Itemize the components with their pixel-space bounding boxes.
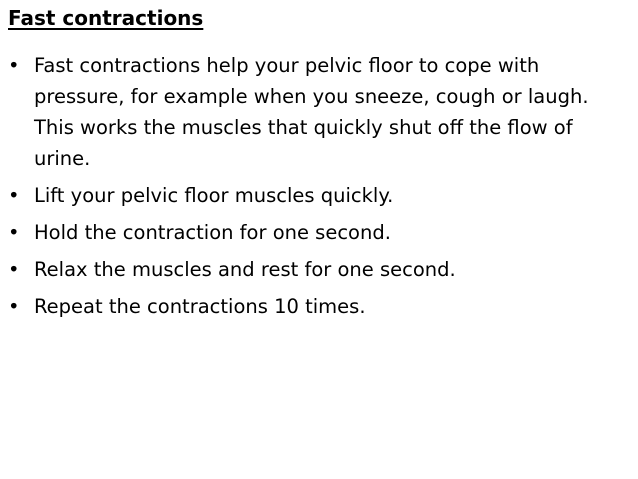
- bullet-text: Hold the contraction for one second.: [34, 221, 391, 244]
- bullet-icon: •: [8, 258, 20, 281]
- bullet-icon: •: [8, 54, 20, 77]
- bullet-item: [8, 254, 628, 285]
- bullet-text: Fast contractions help your pelvic floor to cope with pressure, for example when you sneeze, cough or laugh. This works the muscles that quickly shut off the flow of urine.: [34, 54, 589, 170]
- bullet-text: Repeat the contractions 10 times.: [34, 295, 366, 318]
- slide-title: Fast contractions: [8, 6, 204, 30]
- bullet-icon: •: [8, 221, 20, 244]
- bullet-icon: •: [8, 184, 20, 207]
- bullet-item: [8, 291, 628, 322]
- bullet-text: Relax the muscles and rest for one second.: [34, 258, 456, 281]
- bullet-item: [8, 50, 628, 174]
- bullet-icon: •: [8, 295, 20, 318]
- bullet-item: [8, 217, 628, 248]
- bullet-text: Lift your pelvic floor muscles quickly.: [34, 184, 394, 207]
- bullet-item: [8, 180, 628, 211]
- bullet-list: [8, 50, 628, 328]
